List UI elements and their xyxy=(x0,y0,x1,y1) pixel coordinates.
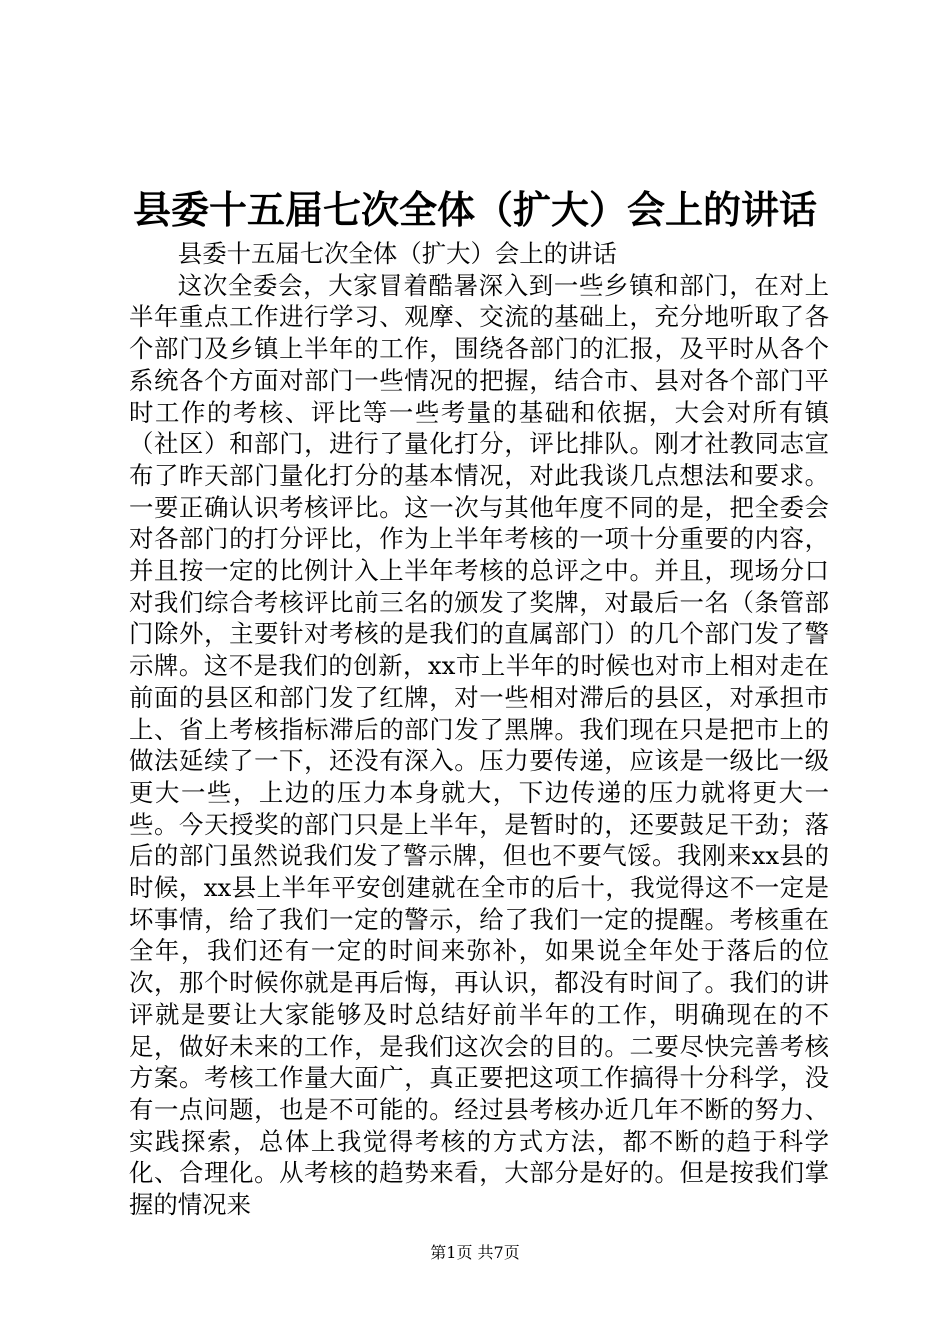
page-number: 第1页 共7页 xyxy=(430,1243,520,1262)
document-title: 县委十五届七次全体（扩大）会上的讲话 xyxy=(132,187,817,232)
document-body xyxy=(129,238,829,1221)
body-paragraph: 这次全委会，大家冒着酷暑深入到一些乡镇和部门，在对上半年重点工作进行学习、观摩、交流的基础上，充分地听取了各个部门及乡镇上半年的工作，围绕各部门的汇报，及平时从各个系统各个方面对部门一些情况的把握，结合市、县对各个部门平时工作的考核、评比等一些考量的基础和依据，大会对所有镇（社区）和部门，进行了量化打分，评比排队。刚才社教同志宣布了昨天部门量化打分的基本情况，对此我谈几点想法和要求。一要正确认识考核评比。这一次与其他年度不同的是，把全委会对各部门的打分评比，作为上半年考核的一项十分重要的内容，并且按一定的比例计入上半年考核的总评之中。并且，现场分口对我们综合考核评比前三名的颁发了奖牌，对最后一名（条管部门除外，主要针对考核的是我们的直属部门）的几个部门发了警示牌。这不是我们的创新，xx市上半年的时候也对市上相对走在前面的县区和部门发了红牌，对一些相对滞后的县区，对承担市上、省上考核指标滞后的部门发了黑牌。我们现在只是把市上的做法延续了一下，还没有深入。压力要传递，应该是一级比一级更大一些，上边的压力本身就大，下边传递的压力就将更大一些。今天授奖的部门只是上半年，是暂时的，还要鼓足干劲；落后的部门虽然说我们发了警示牌，但也不要气馁。我刚来xx县的时候，xx县上半年平安创建就在全市的后十，我觉得这不一定是坏事情，给了我们一定的警示，给了我们一定的提醒。考核重在全年，我们还有一定的时间来弥补，如果说全年处于落后的位次，那个时候你就是再后悔，再认识，都没有时间了。我们的讲评就是要让大家能够及时总结好前半年的工作，明确现在的不足，做好未来的工作，是我们这次会的目的。二要尽快完善考核方案。考核工作量大面广，真正要把这项工作搞得十分科学，没有一点问题，也是不可能的。经过县考核办近几年不断的努力、实践探索，总体上我觉得考核的方式方法，都不断的趋于科学化、合理化。从考核的趋势来看，大部分是好的。但是按我们掌握的情况来 xyxy=(129,270,829,1220)
document-subtitle: 县委十五届七次全体（扩大）会上的讲话 xyxy=(177,239,617,268)
